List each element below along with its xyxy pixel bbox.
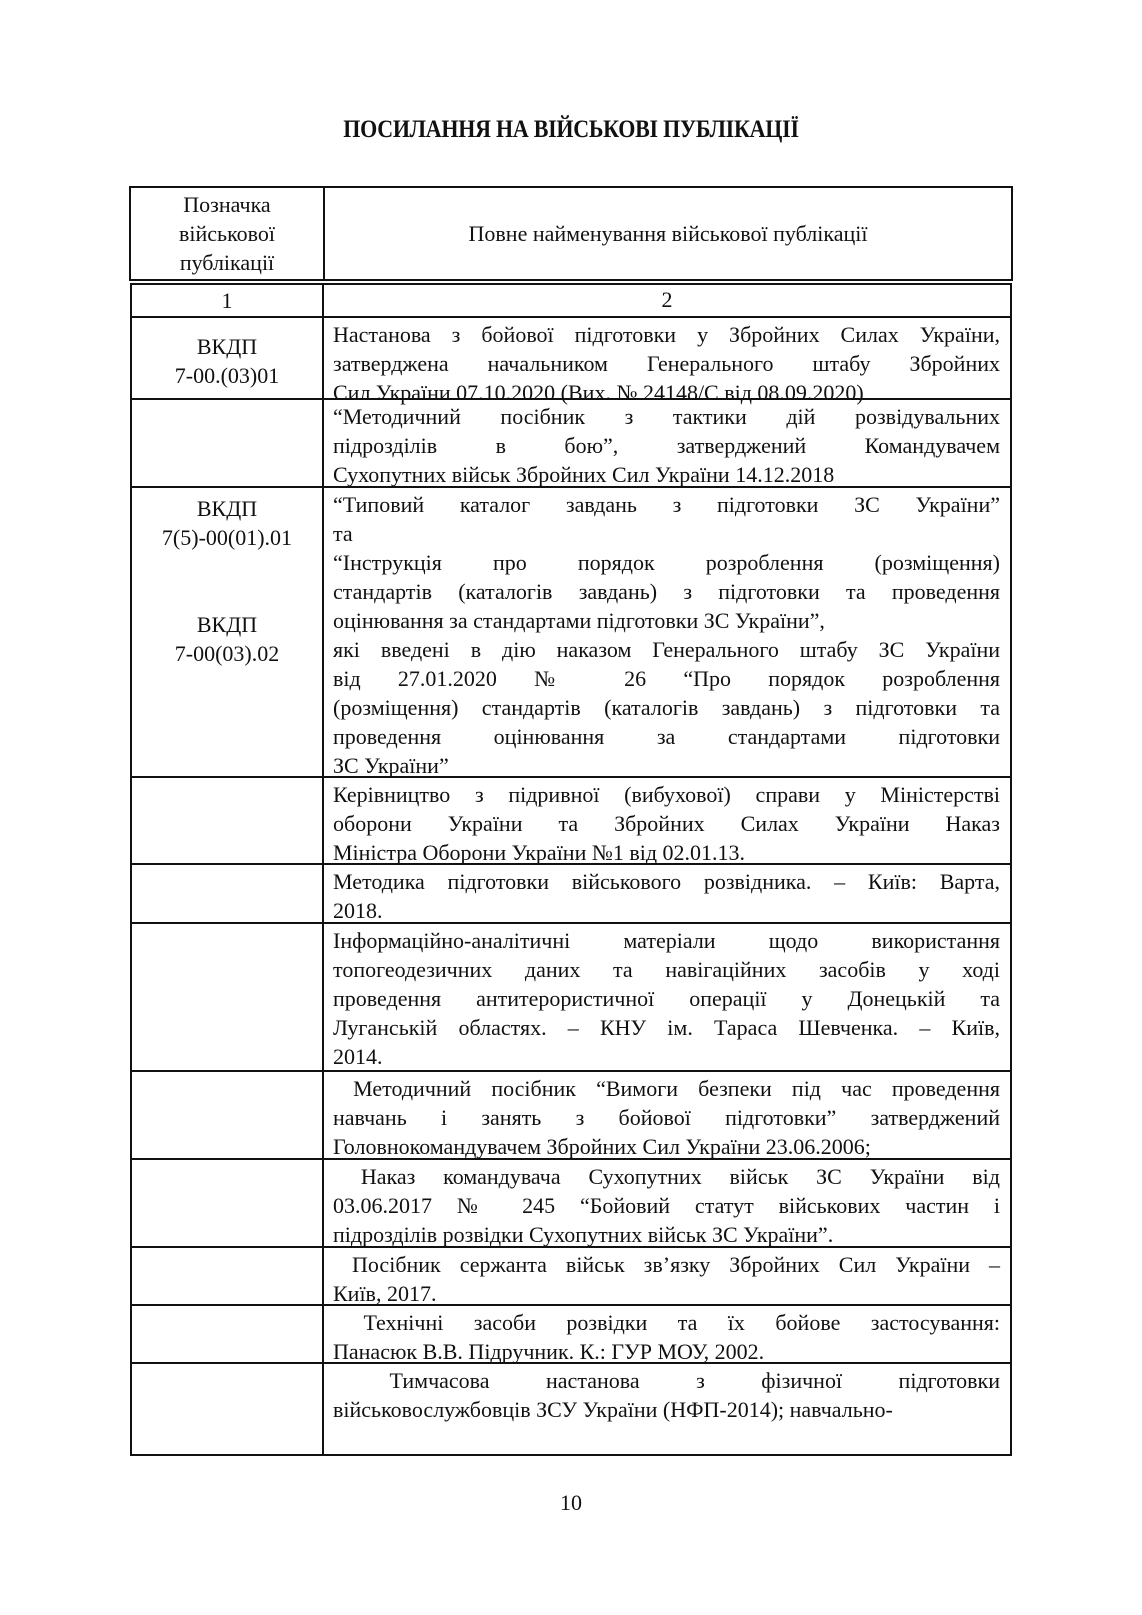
publication-code-cell [132,488,324,776]
publication-title-line: затверджена начальником Генерального штабу Збройних [333,351,1000,376]
table-row [132,1362,1010,1454]
publication-title-cell [324,400,1010,486]
publication-title-cell [324,1160,1010,1246]
publication-title-line: “Типовий каталог завдань з підготовки ЗС України” [333,492,1000,517]
publication-title-line: Посібник сержанта військ зв’язку Збройних Сил України – [333,1252,1000,1277]
publication-code: 7-00.(03)01 [174,363,280,388]
publication-title-cell [324,1364,1010,1454]
publication-title-line: Тимчасова настанова з фізичної підготовки [333,1368,1000,1393]
table-row [132,1070,1010,1158]
publication-title-line: підрозділів розвідки Сухопутних військ ЗС України”. [333,1222,834,1247]
header-designation-line: публікації [179,250,275,275]
table-row [132,922,1010,1070]
publication-code: 7-00(03).02 [174,641,280,666]
publication-title-line: Сил України 07.10.2020 (Вих. № 24148/С від 08.09.2020) [333,380,864,405]
publication-code-cell [132,1072,324,1158]
publications-table [130,283,1012,1456]
publication-title-line: Технічні засоби розвідки та їх бойове застосування: [333,1310,1000,1335]
publication-title-cell [324,1306,1010,1362]
publication-code-cell [132,924,324,1070]
header-designation-line: Позначка [183,192,271,217]
publication-code-cell [132,318,324,398]
publication-title-line: Методика підготовки військового розвідника. – Київ: Варта, [333,869,1000,894]
publication-title-cell [324,1248,1010,1304]
publication-title-line: Сухопутних військ Збройних Сил України 14.12.2018 [333,462,835,487]
publication-title-line: Луганській областях. – КНУ ім. Тараса Шевченка. – Київ, [333,1015,1000,1040]
publication-title-cell [324,318,1010,405]
publication-code-cell [132,1160,324,1246]
publication-title-line: 2018. [333,898,383,923]
publication-title-line: оцінювання за стандартами підготовки ЗС України”, [333,608,825,633]
publication-code-cell [132,400,324,486]
publication-title-cell [324,865,1010,922]
publication-title-cell [324,488,1010,776]
publication-code: 7(5)-00(01).01 [161,525,293,550]
table-row [132,1246,1010,1304]
publication-title-line: стандартів (каталогів завдань) з підготовки та проведення [333,579,1000,604]
publication-title-line: (розміщення) стандартів (каталогів завдань) з підготовки та [333,695,1000,720]
header-designation [131,188,325,279]
publication-title-line: Міністра Оборони України №1 від 02.01.13. [333,840,746,865]
page-title: ПОСИЛАННЯ НА ВІЙСЬКОВІ ПУБЛІКАЦІЇ [343,116,799,143]
table-row [132,863,1010,922]
publication-title-line: 03.06.2017 № 245 “Бойовий статут військових частин і [333,1193,1000,1218]
publication-title-line: Методичний посібник “Вимоги безпеки під час проведення [333,1076,1000,1101]
publication-code: ВКДП [196,612,258,637]
page-number: 10 [560,1490,582,1515]
publication-title-cell [324,1072,1010,1158]
publication-title-line: проведення оцінювання за стандартами підготовки [333,724,1000,749]
publication-title-line: Головнокомандувачем Збройних Сил України 23.06.2006; [333,1134,871,1159]
table-row [132,316,1010,405]
publication-title-line: проведення антитерористичної операції у Донецькій та [333,986,1000,1011]
column-number-1: 1 [132,285,324,316]
publication-code-cell [132,1248,324,1304]
publication-code-cell [132,865,324,922]
table-row [132,776,1010,863]
publication-title-cell [324,924,1010,1070]
publication-title-line: оборони України та Збройних Силах України Наказ [333,811,1000,836]
publication-title-line: 2014. [333,1044,383,1069]
publication-code-cell [132,1306,324,1362]
publication-title-line: Наказ командувача Сухопутних військ ЗС України від [333,1164,1000,1189]
publication-title-line: військовослужбовців ЗСУ України (НФП-2014); навчально- [333,1397,893,1422]
table-row [132,1158,1010,1246]
table-header [129,186,1013,281]
publication-code: ВКДП [196,496,258,521]
table-row [132,486,1010,776]
table-row [132,1304,1010,1362]
publication-code: ВКДП [196,334,258,359]
publication-title-line: Київ, 2017. [333,1281,437,1306]
publication-title-line: Керівництво з підривної (вибухової) справи у Міністерстві [333,782,1000,807]
publication-title-line: “Інструкція про порядок розроблення (розміщення) [333,550,1000,575]
publication-title-line: “Методичний посібник з тактики дій розвідувальних [333,404,1000,429]
publication-title-cell [324,778,1010,863]
header-designation-line: військової [179,221,275,246]
publication-title-line: Панасюк В.В. Підручник. К.: ГУР МОУ, 2002. [333,1339,765,1364]
publication-title-line: та [333,521,353,546]
publication-title-line: Настанова з бойової підготовки у Збройних Силах України, [333,322,1000,347]
column-numbers-row [132,285,1010,316]
publication-code-cell [132,778,324,863]
publication-title-line: Інформаційно-аналітичні матеріали щодо використання [333,928,1000,953]
publication-title-line: ЗС України” [333,753,449,778]
publication-title-line: навчань і занять з бойової підготовки” затверджений [333,1105,1000,1130]
publication-title-line: які введені в дію наказом Генерального штабу ЗС України [333,637,1000,662]
header-full-name: Повне найменування військової публікації [468,220,868,246]
column-number-2: 2 [661,287,673,312]
publication-code-cell [132,1364,324,1454]
table-row [132,398,1010,486]
publication-title-line: від 27.01.2020 № 26 “Про порядок розроблення [333,666,1000,691]
publication-title-line: топогеодезичних даних та навігаційних засобів у ході [333,957,1000,982]
publication-title-line: підрозділів в бою”, затверджений Командувачем [333,433,1000,458]
